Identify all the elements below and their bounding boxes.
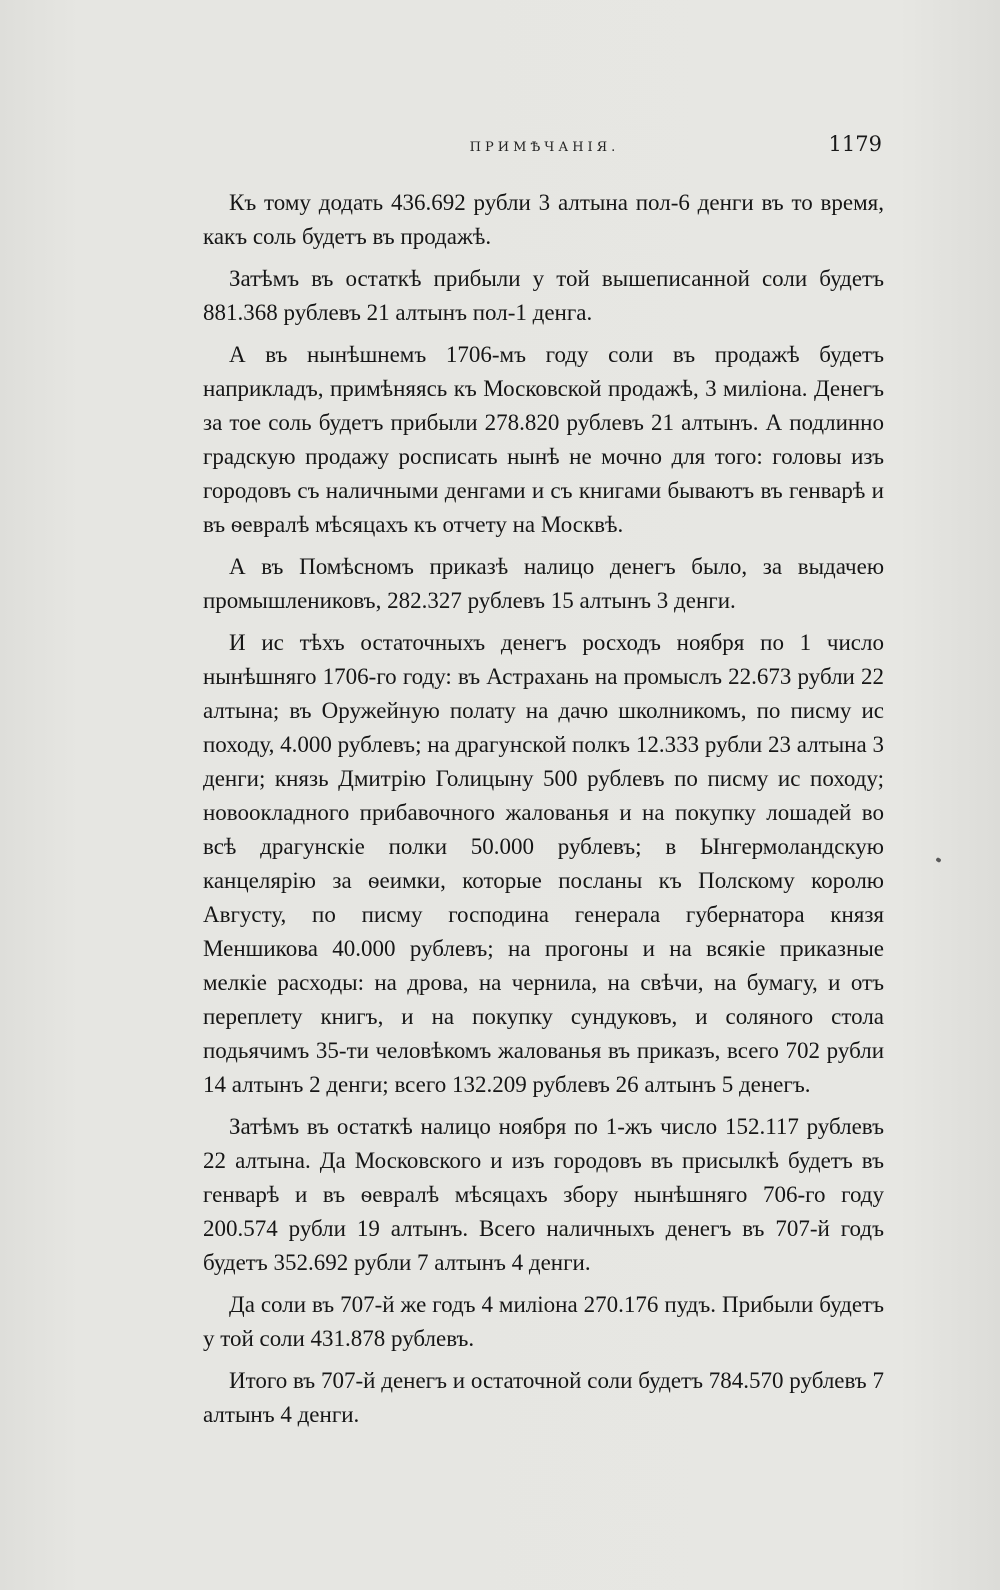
running-head: ПРИМѢЧАНІЯ. <box>469 140 620 155</box>
paragraph: А въ Помѣсномъ приказѣ налицо денегъ было, за выдачею промышлениковъ, 282.327 рублевъ 15 алтынъ 3 денги. <box>203 554 884 613</box>
paragraph: Затѣмъ въ остаткѣ прибыли у той вышеписанной соли будетъ 881.368 рублевъ 21 алтынъ пол-1 денга. <box>203 266 884 325</box>
paragraph: А въ нынѣшнемъ 1706-мъ году соли въ продажѣ будетъ наприкладъ, примѣняясь къ Московской продажѣ, 3 миліона. Денегъ за тое соль будетъ прибыли 278.820 рублевъ 21 алтынъ. А подлинно градскую продажу росписать нынѣ не мочно для того: головы изъ городовъ съ наличными денгами и съ книгами бываютъ въ генварѣ и въ ѳевралѣ мѣсяцахъ къ отчету на Москвѣ. <box>203 342 884 537</box>
paragraph: Затѣмъ въ остаткѣ налицо ноября по 1-жъ число 152.117 рублевъ 22 алтына. Да Московского и изъ городовъ въ присылкѣ будетъ въ генварѣ и въ ѳевралѣ мѣсяцахъ збору нынѣшняго 706-го году 200.574 рубли 19 алтынъ. Всего наличныхъ денегъ въ 707-й годъ будетъ 352.692 рубли 7 алтынъ 4 денги. <box>203 1114 884 1275</box>
page-header <box>203 132 886 162</box>
ink-speck <box>935 857 941 863</box>
paragraph: Къ тому додать 436.692 рубли 3 алтына пол-6 денги въ то время, какъ соль будетъ въ продажѣ. <box>203 190 884 249</box>
body-text <box>203 186 884 1440</box>
page-number: 1179 <box>828 132 882 156</box>
paragraph: Да соли въ 707-й же годъ 4 миліона 270.176 пудъ. Прибыли будетъ у той соли 431.878 рублевъ. <box>203 1292 884 1351</box>
paragraph: Итого въ 707-й денегъ и остаточной соли будетъ 784.570 рублевъ 7 алтынъ 4 денги. <box>203 1368 884 1427</box>
paragraph: И ис тѣхъ остаточныхъ денегъ росходъ ноября по 1 число нынѣшняго 1706-го году: въ Астрахань на промыслъ 22.673 рубли 22 алтына; въ Оружейную полату на дачю школникомъ, по писму ис походу, 4.000 рублевъ; на драгунской полкъ 12.333 рубли 23 алтына 3 денги; князь Дмитрію Голицыну 500 рублевъ по писму ис походу; новоокладного прибавочного жалованья и на покупку лошадей во всѣ драгунскіе полки 50.000 рублевъ; в Ынгермоландскую канцелярію за ѳеимки, которые посланы къ Полскому королю Августу, по писму господина генерала губернатора князя Меншикова 40.000 рублевъ; на прогоны и на всякіе приказные мелкіе расходы: на дрова, на чернила, на свѣчи, на бумагу, и отъ переплету книгъ, и на покупку сундуковъ, и соляного стола подьячимъ 35-ти человѣкомъ жалованья въ приказъ, всего 702 рубли 14 алтынъ 2 денги; всего 132.209 рублевъ 26 алтынъ 5 денегъ. <box>203 630 884 1097</box>
